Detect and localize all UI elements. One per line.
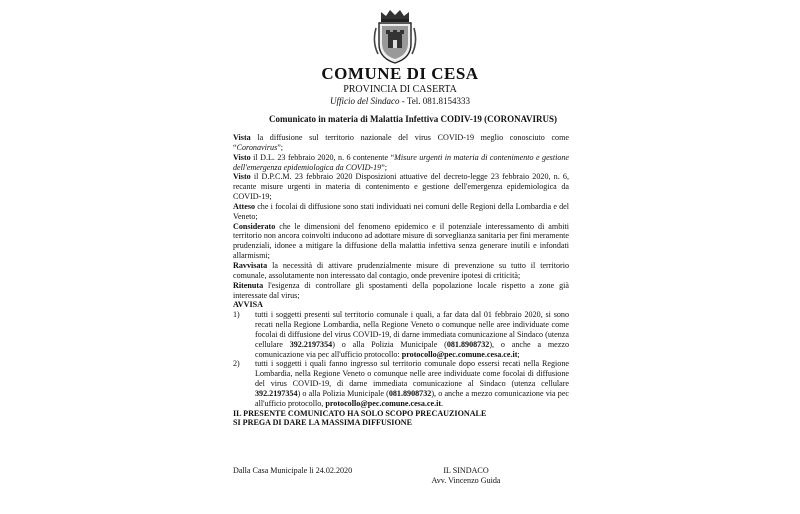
place-date: Dalla Casa Municipale li 24.02.2020 <box>233 466 353 475</box>
paragraph-text: che le dimensioni del fenomeno epidemico e il potenziale interessamento di ambiti territorio non ancora coinvolti inducono ad adottare misure di sorveglianza sanitaria per fini meramente prudenziali, idonee a mitigare la diffusione della malattia infettiva senza generare inutili e infondati allarmismi; <box>233 221 569 261</box>
item-text: ) o alla Polizia Municipale ( <box>332 339 447 349</box>
paragraph-lead: Ravvisata <box>233 260 268 270</box>
paragraph-visto-dl <box>233 153 569 173</box>
mayor-phone: 392.2197354 <box>255 388 298 398</box>
item-text: ; <box>517 349 520 359</box>
paragraph-text: la necessità di attivare prudenzialmente misure di prevenzione su tutto il territorio comunale, assolutamente non interessato dal contagio, onde prevenire ipotesi di criticità; <box>233 260 569 280</box>
paragraph-ritenuta <box>233 281 569 301</box>
document-subject: Comunicato in materia di Malattia Infettiva CODIV-19 (CORONAVIRUS) <box>269 114 557 124</box>
paragraph-lead: Vista <box>233 133 251 142</box>
list-text <box>255 310 569 359</box>
office-contact <box>0 96 800 106</box>
paragraph-lead: Ritenuta <box>233 280 264 290</box>
paragraph-ravvisata <box>233 261 569 281</box>
paragraph-atteso <box>233 202 569 222</box>
paragraph-lead: Visto <box>233 152 251 162</box>
list-item <box>233 359 569 408</box>
notice-diffusion <box>233 418 569 428</box>
paragraph-text: il D.P.C.M. 23 febbraio 2020 Disposizioni attuative del decreto-legge 23 febbraio 2020, n. 6, recante misure urgenti in materia di contenimento e gestione dell'emergenza epidemiologica da COVID-19; <box>233 172 569 202</box>
paragraph-text: la diffusione sul territorio nazionale del virus COVID-19 meglio conosciuto come “ <box>233 133 569 152</box>
signer-role: IL SINDACO <box>443 466 489 475</box>
paragraph-tail: ”; <box>381 162 388 172</box>
paragraph-tail: ”; <box>277 142 284 152</box>
avvisa-heading <box>233 300 569 310</box>
document-body <box>233 133 569 428</box>
item-text: ) o alla Polizia Municipale ( <box>297 388 389 398</box>
list-number: 2) <box>233 359 240 369</box>
list-item <box>233 310 569 359</box>
avvisa-label: AVVISA <box>233 300 263 310</box>
paragraph-considerato <box>233 222 569 261</box>
notice-precautionary <box>233 409 569 419</box>
paragraph-lead: Visto <box>233 172 251 182</box>
paragraph-lead: Atteso <box>233 201 256 211</box>
pec-email: protocollo@pec.comune.cesa.ce.it <box>325 398 442 408</box>
mayor-phone: 392.2197354 <box>289 339 333 349</box>
police-phone: 081.8908732 <box>446 339 490 349</box>
office-name: Ufficio del Sindaco <box>330 96 400 106</box>
police-phone: 081.8908732 <box>388 388 432 398</box>
pec-email: protocollo@pec.comune.cesa.ce.it <box>401 349 518 359</box>
office-phone: - Tel. 081.8154333 <box>399 96 470 106</box>
town-crest-icon <box>372 8 418 64</box>
notice-text: IL PRESENTE COMUNICATO HA SOLO SCOPO PRECAUZIONALE <box>233 408 487 418</box>
item-text: tutti i soggetti presenti sul territorio comunale i quali, a far data dal 01 febbraio 2020, si sono recati nella Regione Lombardia, nella Regione Veneto o comunque nelle aree individuate come focolai di diffusione del virus COVID-19, di darne immediata comunicazione al Sindaco (utenza cellulare <box>255 310 569 349</box>
item-text: . <box>441 398 444 408</box>
item-text: tutti i soggetti i quali fanno ingresso sul territorio comunale dopo essersi recati nella Regione Lombardia, nella Regione Veneto o comunque nelle aree individuate come focolai di diffusione del virus COVID-19, di darne immediata comunicazione al Sindaco (utenza cellulare <box>255 359 569 389</box>
list-text <box>255 359 569 408</box>
item-text: ), o anche a mezzo comunicazione via pec all'ufficio protocollo, <box>255 388 569 408</box>
signature-block <box>414 466 518 486</box>
list-number: 1) <box>233 310 240 320</box>
paragraph-italic: Misure urgenti in materia di contenimento e gestione dell'emergenza epidemiologica da COVID-19 <box>233 152 570 172</box>
item-text: ), o anche a mezzo comunicazione via pec all'ufficio protocollo: <box>255 339 570 359</box>
paragraph-italic: Coronavirus <box>236 142 278 152</box>
paragraph-visto-dpcm <box>233 172 569 202</box>
page-title: COMUNE DI CESA <box>321 64 479 83</box>
paragraph-vista-diffusione <box>233 133 569 153</box>
notice-text: SI PREGA DI DARE LA MASSIMA DIFFUSIONE <box>233 418 412 428</box>
paragraph-text: il D.L. 23 febbraio 2020, n. 6 contenente “ <box>250 152 395 162</box>
paragraph-text: che i focolai di diffusione sono stati individuati nei comuni delle Regioni della Lombardia e del Veneto; <box>233 201 569 221</box>
paragraph-lead: Considerato <box>233 221 276 231</box>
province-label: PROVINCIA DI CASERTA <box>343 84 457 95</box>
signer-name: Avv. Vincenzo Guida <box>431 476 501 485</box>
paragraph-text: l'esigenza di controllare gli spostamenti della popolazione locale rispetto a zone già interessate dal virus; <box>233 280 569 300</box>
